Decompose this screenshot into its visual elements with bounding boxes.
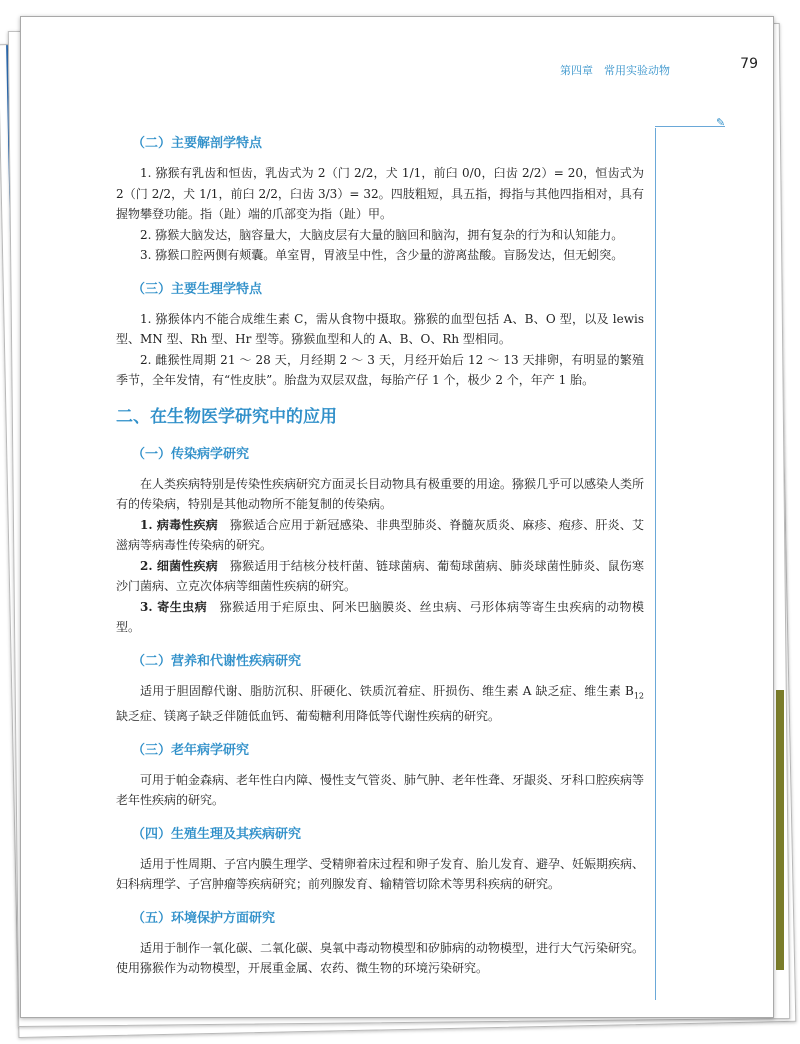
infectious-intro: 在人类疾病特别是传染性疾病研究方面灵长目动物具有极重要的用途。猕猴几乎可以感染人类所有的传染病，特别是其他动物所不能复制的传染病。	[116, 476, 645, 511]
anatomy-paragraph-1: 1. 猕猴有乳齿和恒齿，乳齿式为 2（门 2/2，犬 1/1，前臼 0/0，臼齿 2/2）= 20，恒齿式为 2（门 2/2，犬 1/1，前臼 2/2，臼齿 3/3）= 32。四肢粗短，具五指，拇指与其他四指相对，具有握物攀登功能。指（趾）端的爪部变为指（趾）甲。	[116, 166, 644, 221]
bacterial-label: 2. 细菌性疾病	[140, 558, 218, 573]
margin-rule	[655, 128, 656, 1000]
nutrition-text-b: 缺乏症、镁离子缺乏伴随低血钙、葡萄糖利用降低等代谢性疾病的研究。	[116, 709, 501, 724]
parasitic-text: 猕猴适用于疟原虫、阿米巴脑膜炎、丝虫病、弓形体病等寄生虫疾病的动物模型。	[116, 599, 644, 634]
section-geriatric-title: （三）老年病学研究	[132, 742, 250, 758]
page-edge-strip	[776, 690, 784, 970]
viral-text: 猕猴适合应用于新冠感染、非典型肺炎、脊髓灰质炎、麻疹、疱疹、肝炎、艾滋病等病毒性传染病的研究。	[116, 517, 644, 552]
page-number: 79	[740, 56, 758, 72]
reproductive-paragraph: 适用于性周期、子宫内膜生理学、受精卵着床过程和卵子发育、胎儿发育、避孕、妊娠期疾病、妇科病理学、子宫肿瘤等疾病研究；前列腺发育、输精管切除术等男科疾病的研究。	[116, 856, 645, 892]
section-environment-title: （五）环境保护方面研究	[132, 910, 276, 926]
page-content	[116, 132, 644, 979]
parasitic-label: 3. 寄生虫病	[140, 599, 208, 614]
bacterial-text: 猕猴适用于结核分枝杆菌、链球菌病、葡萄球菌病、肺炎球菌性肺炎、鼠伤寒沙门菌病、立克次体病等细菌性疾病的研究。	[116, 558, 644, 593]
anatomy-paragraph-3: 3. 猕猴口腔两侧有颊囊。单室胃，胃液呈中性，含少量的游离盐酸。盲肠发达，但无蚓突。	[140, 248, 624, 262]
margin-rule-top	[655, 126, 725, 127]
nutrition-subscript: 12	[633, 690, 644, 700]
physiology-paragraph-2: 2. 雌猴性周期 21 ～ 28 天，月经期 2 ～ 3 天，月经开始后 12 ～ 13 天排卵，有明显的繁殖季节，全年发情，有“性皮肤”。胎盘为双层双盘，每胎产仔 1 个，极少 2 个，年产 1 胎。	[116, 352, 644, 387]
nutrition-paragraph	[116, 681, 644, 727]
section-infectious-title: （一）传染病学研究	[132, 446, 250, 462]
physiology-paragraph-1: 1. 猕猴体内不能合成维生素 C，需从食物中摄取。猕猴的血型包括 A、B、O 型，以及 lewis 型、MN 型、Rh 型、Hr 型等。猕猴血型和人的 A、B、O、Rh 型相同。	[116, 311, 644, 346]
anatomy-paragraph-2: 2. 猕猴大脑发达，脑容量大，大脑皮层有大量的脑回和脑沟，拥有复杂的行为和认知能力。	[140, 227, 624, 242]
geriatric-paragraph: 可用于帕金森病、老年性白内障、慢性支气管炎、肺气肿、老年性聋、牙龈炎、牙科口腔疾病等老年性疾病的研究。	[116, 772, 645, 808]
nutrition-text-a: 适用于胆固醇代谢、脂肪沉积、肝硬化、铁质沉着症、肝损伤、维生素 A 缺乏症、维生素 B	[140, 683, 634, 698]
section-reproductive-title: （四）生殖生理及其疾病研究	[132, 826, 302, 842]
section-anatomy-title: （二）主要解剖学特点	[132, 136, 263, 151]
section-nutrition-title: （二）营养和代谢性疾病研究	[132, 653, 302, 669]
chapter-header: 第四章 常用实验动物	[560, 64, 670, 77]
bacterial-paragraph	[116, 556, 644, 597]
section-application-title: 二、在生物医学研究中的应用	[116, 406, 337, 427]
viral-paragraph	[116, 515, 644, 556]
pen-icon: ✎	[716, 116, 726, 129]
viral-label: 1. 病毒性疾病	[140, 517, 218, 532]
environment-paragraph: 适用于制作一氧化碳、二氧化碳、臭氧中毒动物模型和矽肺病的动物模型，进行大气污染研究。使用猕猴作为动物模型，开展重金属、农药、微生物的环境污染研究。	[116, 940, 645, 976]
section-physiology-title: （三）主要生理学特点	[132, 281, 263, 297]
parasitic-paragraph	[116, 597, 644, 638]
